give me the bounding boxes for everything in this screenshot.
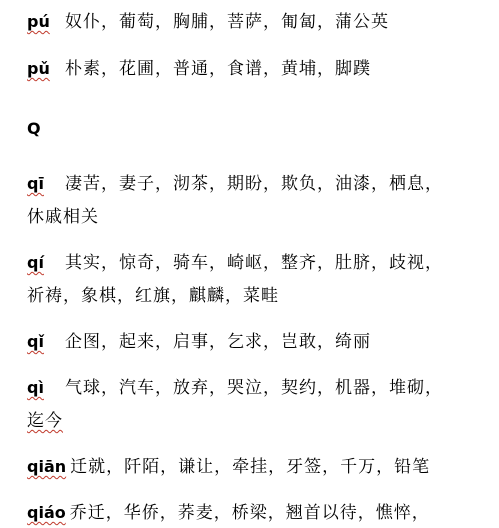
entry-pu2	[27, 11, 389, 33]
entry-pu3	[27, 58, 371, 80]
entry-qi2-continuation	[27, 285, 279, 307]
word-list: 其实，惊奇，骑车，崎岖，整齐，肚脐，歧视，	[65, 253, 443, 273]
word-list: 朴素，花圃，普通，食谱，黄埔，脚蹼	[65, 59, 371, 79]
word-list-continuation: 祈祷，象棋，红旗，麒麟，菜畦	[27, 286, 279, 306]
entry-qi2	[27, 252, 443, 274]
word-list: 迁就，阡陌，谦让，牵挂，牙签，千万，铅笔	[70, 457, 431, 477]
entry-qiao2	[27, 502, 430, 524]
pinyin-label: pǔ	[27, 59, 50, 78]
pinyin-label: pú	[27, 12, 50, 31]
word-list: 凄苦，妻子，沏茶，期盼，欺负，油漆，栖息，	[65, 174, 443, 194]
entry-qi4	[27, 377, 443, 399]
entry-qi4-continuation	[27, 410, 63, 432]
word-list: 企图，起来，启事，乞求，岂敢，绮丽	[65, 332, 371, 352]
entry-qi1	[27, 173, 443, 195]
word-list: 乔迁，华侨，荞麦，桥梁，翘首以待，憔悴，	[69, 503, 430, 523]
word-list-continuation: 迄今	[27, 411, 63, 431]
pinyin-label: qiáo	[27, 503, 66, 522]
entry-qi3	[27, 331, 371, 353]
entry-qi1-continuation	[27, 206, 99, 228]
word-list: 奴仆，葡萄，胸脯，菩萨，匍匐，蒲公英	[65, 12, 389, 32]
pinyin-label: qī	[27, 174, 44, 193]
word-list: 气球，汽车，放弃，哭泣，契约，机器，堆砌，	[65, 378, 443, 398]
pinyin-label: qí	[27, 253, 44, 272]
entry-qian1	[27, 456, 430, 478]
word-list-continuation: 休戚相关	[27, 207, 99, 227]
pinyin-label: qǐ	[27, 332, 44, 351]
section-heading-q: Q	[27, 119, 41, 138]
pinyin-label: qì	[27, 378, 44, 397]
pinyin-label: qiān	[27, 457, 67, 476]
